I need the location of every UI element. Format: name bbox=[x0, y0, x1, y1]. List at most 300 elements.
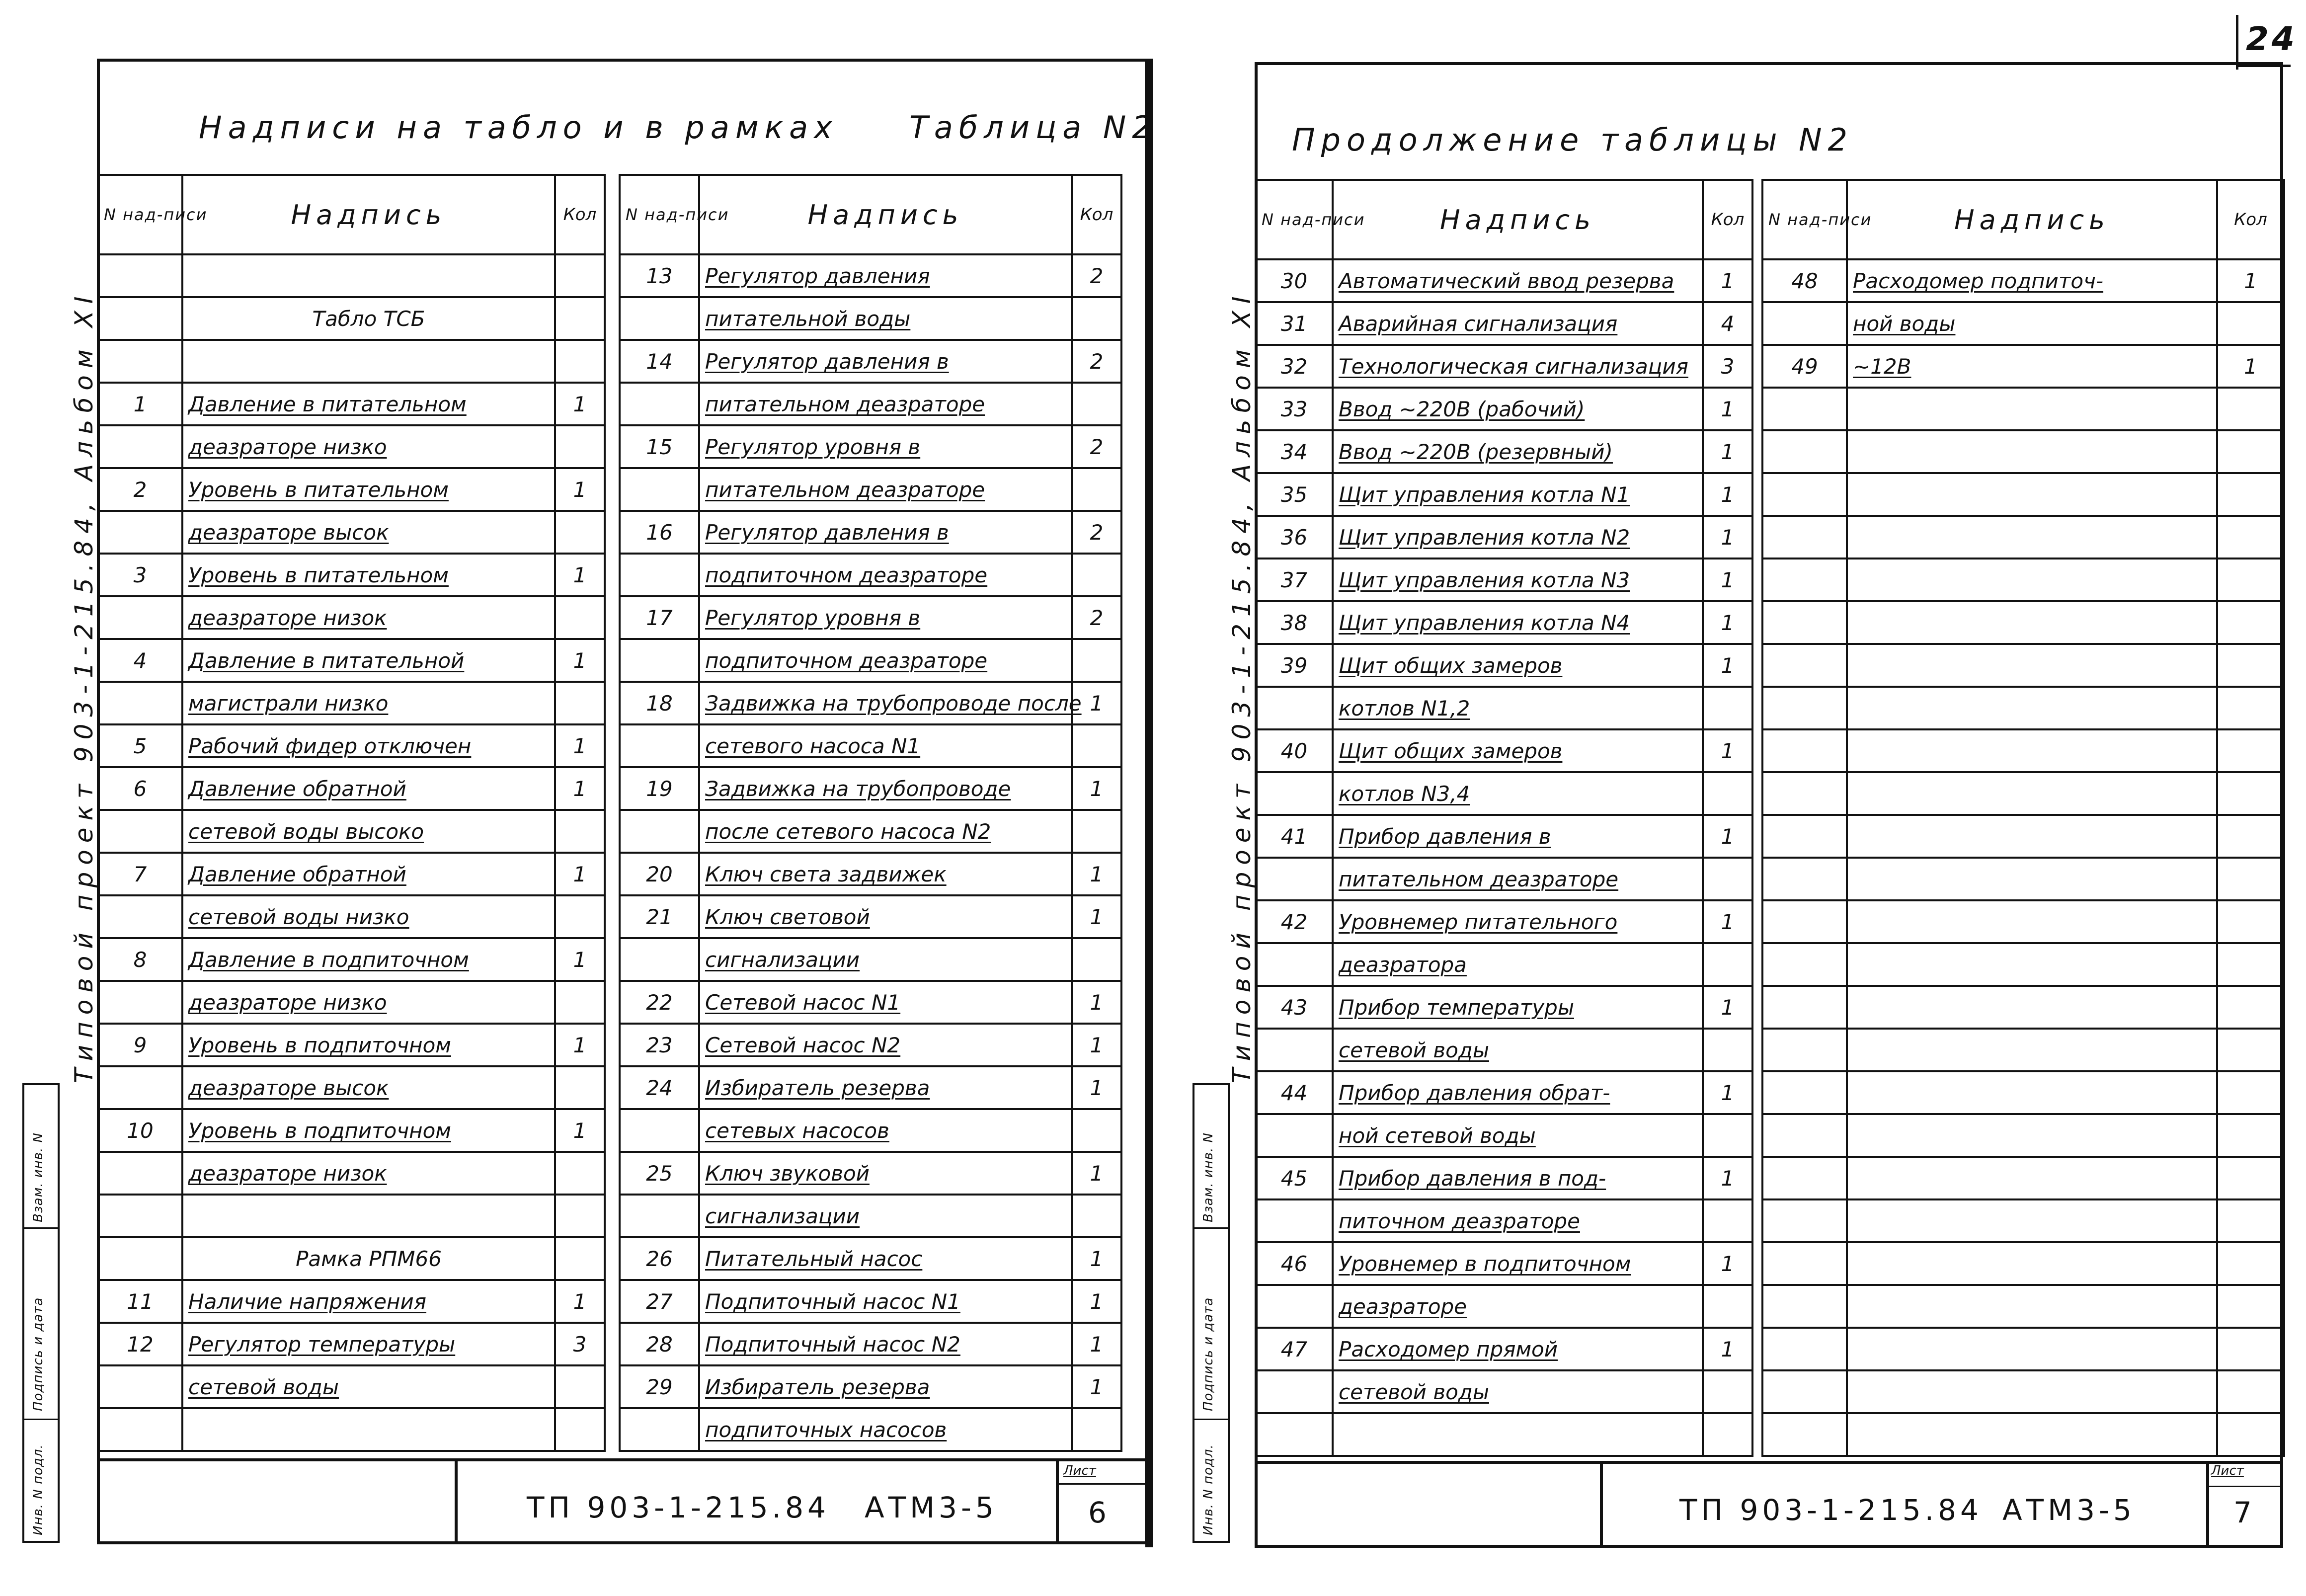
row-text-value: Избиратель резерва bbox=[705, 1075, 930, 1100]
row-text-value: Ввод ~220В (резервный) bbox=[1339, 439, 1613, 464]
row-text bbox=[1847, 1157, 2217, 1199]
row-text-value: Уровень в подпиточном bbox=[188, 1033, 451, 1057]
table-row bbox=[620, 1323, 1121, 1365]
row-qty bbox=[555, 596, 605, 639]
row-text bbox=[1333, 1157, 1703, 1199]
row-text bbox=[699, 1323, 1072, 1365]
row-text-value: Рабочий фидер отключен bbox=[188, 733, 472, 758]
row-text bbox=[1333, 1285, 1703, 1328]
table-row bbox=[1256, 302, 1752, 345]
row-text-value: Расходомер подпиточ- bbox=[1853, 268, 2104, 293]
left-sheet-title: Надписи на табло и в рамках bbox=[199, 109, 838, 146]
row-text bbox=[1333, 1071, 1703, 1114]
row-text-value: ~12В bbox=[1853, 354, 1911, 379]
table-row bbox=[620, 1365, 1121, 1408]
header-num: N над-писи bbox=[1256, 180, 1333, 259]
row-qty: 1 bbox=[555, 468, 605, 511]
left-sidebar-text: Типовой проект 903-1-215.84, Альбом XI bbox=[70, 289, 98, 1083]
row-number: 21 bbox=[620, 895, 699, 938]
table-row bbox=[98, 1280, 605, 1323]
row-text bbox=[182, 981, 555, 1024]
table-row bbox=[1256, 644, 1752, 687]
row-text bbox=[182, 1323, 555, 1365]
table-row bbox=[1256, 1242, 1752, 1285]
row-text-value: подпиточном деазраторе bbox=[705, 562, 988, 587]
row-text bbox=[1847, 388, 2217, 430]
header-qty: Кол bbox=[2217, 180, 2284, 259]
table-row bbox=[1256, 259, 1752, 302]
table-row bbox=[1762, 644, 2284, 687]
table-row bbox=[98, 981, 605, 1024]
table-row bbox=[1256, 943, 1752, 986]
row-text-value: Регулятор давления в bbox=[705, 520, 949, 545]
row-qty: 1 bbox=[555, 938, 605, 981]
row-text-value: Ключ звуковой bbox=[705, 1161, 870, 1186]
table-row bbox=[620, 468, 1121, 511]
row-text bbox=[1847, 1071, 2217, 1114]
row-text bbox=[699, 554, 1072, 596]
row-number bbox=[98, 596, 182, 639]
table-row bbox=[98, 1024, 605, 1066]
table-row bbox=[1762, 1114, 2284, 1157]
table-row bbox=[98, 810, 605, 853]
row-text bbox=[1847, 687, 2217, 729]
table-row bbox=[1256, 1285, 1752, 1328]
row-qty: 2 bbox=[1072, 425, 1121, 468]
row-qty: 1 bbox=[1703, 1071, 1752, 1114]
row-text bbox=[699, 981, 1072, 1024]
row-text-value: Аварийная сигнализация bbox=[1339, 311, 1618, 336]
row-qty: 1 bbox=[1072, 981, 1121, 1024]
right-side-box-label-2: Подпись и дата bbox=[1201, 1297, 1216, 1411]
page-corner-number: 24 bbox=[2246, 20, 2298, 58]
row-text bbox=[1847, 943, 2217, 986]
row-number bbox=[98, 1195, 182, 1237]
row-text bbox=[1333, 1029, 1703, 1071]
table-row bbox=[620, 1152, 1121, 1195]
row-number: 17 bbox=[620, 596, 699, 639]
table-row bbox=[620, 1066, 1121, 1109]
row-text-value: магистрали низко bbox=[188, 691, 389, 716]
left-stamp-sheet-line bbox=[1056, 1483, 1145, 1485]
row-text bbox=[699, 468, 1072, 511]
row-text-value: Щит управления котла N3 bbox=[1339, 567, 1630, 592]
row-qty bbox=[1072, 1109, 1121, 1152]
table-row bbox=[620, 767, 1121, 810]
table-row bbox=[1762, 1328, 2284, 1370]
row-qty bbox=[2217, 772, 2284, 815]
row-text bbox=[182, 1237, 555, 1280]
row-number: 28 bbox=[620, 1323, 699, 1365]
row-qty bbox=[2217, 943, 2284, 986]
row-text-value: питательном деазраторе bbox=[705, 477, 985, 502]
row-qty bbox=[2217, 1285, 2284, 1328]
header-num: N над-писи bbox=[98, 175, 182, 254]
table-row bbox=[1256, 559, 1752, 601]
header-num: N над-писи bbox=[1762, 180, 1847, 259]
row-qty: 1 bbox=[1703, 1157, 1752, 1199]
row-text-value: Регулятор температуры bbox=[188, 1332, 456, 1357]
row-qty: 1 bbox=[555, 554, 605, 596]
row-text bbox=[1847, 772, 2217, 815]
row-text bbox=[182, 1365, 555, 1408]
row-number bbox=[1762, 601, 1847, 644]
row-number bbox=[98, 340, 182, 383]
row-qty bbox=[2217, 1029, 2284, 1071]
table-row bbox=[620, 425, 1121, 468]
row-text-value: сигнализации bbox=[705, 1203, 860, 1228]
row-qty bbox=[1072, 297, 1121, 340]
row-text-value: Задвижка на трубопроводе после bbox=[705, 691, 1082, 716]
row-qty: 1 bbox=[555, 853, 605, 895]
row-text bbox=[1333, 943, 1703, 986]
row-text bbox=[1847, 1114, 2217, 1157]
row-qty: 1 bbox=[1072, 767, 1121, 810]
row-text-value: Ввод ~220В (рабочий) bbox=[1339, 397, 1585, 421]
row-text bbox=[182, 425, 555, 468]
row-text bbox=[1333, 986, 1703, 1029]
row-number bbox=[1256, 1114, 1333, 1157]
row-text bbox=[182, 1280, 555, 1323]
table-row bbox=[1762, 473, 2284, 516]
row-number bbox=[1762, 1199, 1847, 1242]
table-row bbox=[98, 596, 605, 639]
row-qty: 1 bbox=[1703, 473, 1752, 516]
row-number: 22 bbox=[620, 981, 699, 1024]
row-text bbox=[1847, 559, 2217, 601]
row-text bbox=[1847, 1029, 2217, 1071]
row-number: 29 bbox=[620, 1365, 699, 1408]
row-number bbox=[620, 938, 699, 981]
row-number bbox=[1762, 1370, 1847, 1413]
table-row bbox=[1256, 1328, 1752, 1370]
row-text-value: Уровнемер питательного bbox=[1339, 909, 1618, 934]
table-row bbox=[1256, 986, 1752, 1029]
table-row bbox=[1762, 772, 2284, 815]
table-row bbox=[1762, 1199, 2284, 1242]
row-qty bbox=[2217, 1199, 2284, 1242]
table-row bbox=[1762, 1285, 2284, 1328]
row-number bbox=[620, 724, 699, 767]
table-row bbox=[1762, 729, 2284, 772]
row-text-value: Щит управления котла N2 bbox=[1339, 525, 1630, 550]
row-number bbox=[1256, 1029, 1333, 1071]
row-text-value: Прибор давления в под- bbox=[1339, 1166, 1606, 1191]
row-text bbox=[699, 511, 1072, 554]
header-text: Надпись bbox=[699, 175, 1072, 254]
row-text bbox=[1847, 516, 2217, 559]
row-qty: 1 bbox=[1703, 1328, 1752, 1370]
row-number: 14 bbox=[620, 340, 699, 383]
row-qty bbox=[1703, 1029, 1752, 1071]
table-row bbox=[98, 767, 605, 810]
table-row bbox=[98, 1323, 605, 1365]
table-row bbox=[620, 383, 1121, 425]
row-qty bbox=[2217, 1157, 2284, 1199]
row-qty: 1 bbox=[1072, 1365, 1121, 1408]
row-qty: 1 bbox=[1703, 601, 1752, 644]
row-number: 34 bbox=[1256, 430, 1333, 473]
row-number bbox=[98, 981, 182, 1024]
row-number bbox=[98, 682, 182, 724]
row-qty bbox=[1072, 810, 1121, 853]
row-qty bbox=[555, 340, 605, 383]
row-qty: 1 bbox=[2217, 259, 2284, 302]
row-number: 13 bbox=[620, 254, 699, 297]
row-text bbox=[182, 554, 555, 596]
row-text-value: Давление обратной bbox=[188, 776, 406, 801]
row-text bbox=[1333, 473, 1703, 516]
row-qty: 1 bbox=[1072, 1280, 1121, 1323]
row-qty bbox=[555, 511, 605, 554]
row-number: 33 bbox=[1256, 388, 1333, 430]
row-text bbox=[699, 1109, 1072, 1152]
left-sheet-edge bbox=[1145, 59, 1153, 1547]
table-row bbox=[1762, 1071, 2284, 1114]
row-text-value: деазраторе высок bbox=[188, 1075, 389, 1100]
right-stamp-top-line bbox=[1255, 1461, 2283, 1464]
row-number bbox=[1762, 430, 1847, 473]
left-side-box-divider-2 bbox=[22, 1419, 60, 1420]
table-row bbox=[1762, 302, 2284, 345]
row-text-value: Прибор давления обрат- bbox=[1339, 1080, 1610, 1105]
row-text-value: Ключ световой bbox=[705, 904, 870, 929]
table-row bbox=[620, 340, 1121, 383]
row-text bbox=[1333, 1328, 1703, 1370]
header-qty: Кол bbox=[1072, 175, 1121, 254]
row-qty bbox=[1703, 943, 1752, 986]
row-qty bbox=[555, 981, 605, 1024]
table-row bbox=[1762, 858, 2284, 900]
left-stamp-sheet-divider bbox=[1056, 1458, 1059, 1543]
table-row bbox=[98, 1195, 605, 1237]
row-number bbox=[98, 425, 182, 468]
row-text bbox=[182, 682, 555, 724]
table-row bbox=[1762, 516, 2284, 559]
table-row bbox=[98, 1365, 605, 1408]
row-text-value: котлов N3,4 bbox=[1339, 781, 1470, 806]
right-stamp-code: ТП 903-1-215.84 bbox=[1679, 1493, 1983, 1527]
row-text bbox=[182, 853, 555, 895]
row-text bbox=[1333, 1242, 1703, 1285]
row-text bbox=[699, 895, 1072, 938]
table-row bbox=[1256, 473, 1752, 516]
row-text bbox=[1333, 1114, 1703, 1157]
row-qty bbox=[555, 1408, 605, 1451]
row-number: 25 bbox=[620, 1152, 699, 1195]
row-text-value: Уровень в питательном bbox=[188, 477, 449, 502]
row-number: 19 bbox=[620, 767, 699, 810]
row-qty bbox=[555, 810, 605, 853]
table-row bbox=[620, 682, 1121, 724]
table-row bbox=[620, 938, 1121, 981]
row-text-value: Давление в питательном bbox=[188, 392, 467, 416]
table-row bbox=[98, 511, 605, 554]
row-text bbox=[1333, 687, 1703, 729]
left-table-column-1 bbox=[97, 174, 606, 1452]
row-qty bbox=[2217, 516, 2284, 559]
row-qty: 1 bbox=[1072, 1066, 1121, 1109]
row-text-value: подпиточном деазраторе bbox=[705, 648, 988, 673]
row-qty: 2 bbox=[1072, 340, 1121, 383]
row-qty bbox=[1072, 938, 1121, 981]
row-number: 12 bbox=[98, 1323, 182, 1365]
row-number bbox=[1762, 644, 1847, 687]
table-row bbox=[620, 297, 1121, 340]
row-number: 20 bbox=[620, 853, 699, 895]
row-qty: 1 bbox=[1703, 1242, 1752, 1285]
table-row bbox=[1256, 1199, 1752, 1242]
row-text bbox=[182, 767, 555, 810]
row-number: 39 bbox=[1256, 644, 1333, 687]
row-number bbox=[1762, 1413, 1847, 1456]
row-text bbox=[699, 1195, 1072, 1237]
row-text bbox=[1333, 1413, 1703, 1456]
row-text bbox=[182, 938, 555, 981]
row-qty bbox=[2217, 986, 2284, 1029]
row-text bbox=[699, 682, 1082, 724]
table-row bbox=[620, 1024, 1121, 1066]
table-row bbox=[620, 596, 1121, 639]
table-row bbox=[98, 639, 605, 682]
row-qty: 1 bbox=[1703, 986, 1752, 1029]
row-text bbox=[182, 1024, 555, 1066]
row-text bbox=[699, 383, 1072, 425]
right-stamp-sheet-number: 7 bbox=[2233, 1496, 2256, 1529]
row-qty: 1 bbox=[555, 724, 605, 767]
right-side-box-label-3: Инв. N подл. bbox=[1201, 1444, 1216, 1535]
table-row bbox=[98, 1152, 605, 1195]
table-row bbox=[98, 468, 605, 511]
row-text-value: деазраторе низко bbox=[188, 434, 387, 459]
row-qty: 1 bbox=[1703, 729, 1752, 772]
table-row bbox=[98, 1237, 605, 1280]
row-qty: 1 bbox=[1072, 1024, 1121, 1066]
row-number: 6 bbox=[98, 767, 182, 810]
table-row bbox=[1256, 729, 1752, 772]
row-text-value: Уровнемер в подпиточном bbox=[1339, 1251, 1631, 1276]
row-number bbox=[1762, 943, 1847, 986]
row-number bbox=[1762, 900, 1847, 943]
row-text bbox=[699, 297, 1072, 340]
row-text-value: питательном деазраторе bbox=[705, 392, 985, 416]
row-number bbox=[98, 297, 182, 340]
row-qty: 1 bbox=[1072, 1323, 1121, 1365]
row-text-value: Ключ света задвижек bbox=[705, 862, 947, 886]
table-row bbox=[620, 1195, 1121, 1237]
row-number: 30 bbox=[1256, 259, 1333, 302]
table-row bbox=[1762, 559, 2284, 601]
row-number bbox=[98, 511, 182, 554]
row-number bbox=[1762, 729, 1847, 772]
row-text-value: Щит общих замеров bbox=[1339, 653, 1563, 678]
row-qty bbox=[1703, 1114, 1752, 1157]
row-qty bbox=[1072, 1408, 1121, 1451]
table-row bbox=[98, 682, 605, 724]
left-stamp-code: ТП 903-1-215.84 bbox=[527, 1491, 830, 1524]
row-number: 48 bbox=[1762, 259, 1847, 302]
row-text bbox=[1333, 601, 1703, 644]
row-qty bbox=[555, 895, 605, 938]
row-qty bbox=[1072, 1195, 1121, 1237]
row-qty: 1 bbox=[1703, 430, 1752, 473]
left-side-box-divider-1 bbox=[22, 1227, 60, 1229]
row-text bbox=[1847, 815, 2217, 858]
table-row bbox=[620, 639, 1121, 682]
section-title: Табло ТСБ bbox=[312, 306, 425, 331]
row-qty: 1 bbox=[555, 383, 605, 425]
row-text-value: сетевой воды низко bbox=[188, 904, 409, 929]
row-qty: 1 bbox=[2217, 345, 2284, 388]
row-number bbox=[620, 1109, 699, 1152]
table-row bbox=[98, 938, 605, 981]
row-text bbox=[1847, 1199, 2217, 1242]
row-qty bbox=[1072, 554, 1121, 596]
table-row bbox=[98, 554, 605, 596]
row-number bbox=[1762, 1114, 1847, 1157]
right-sheet-title: Продолжение таблицы N2 bbox=[1292, 122, 1853, 158]
row-text-value: ной сетевой воды bbox=[1339, 1123, 1536, 1148]
row-number: 1 bbox=[98, 383, 182, 425]
row-text bbox=[1333, 516, 1703, 559]
row-number bbox=[1762, 1285, 1847, 1328]
row-number bbox=[1762, 772, 1847, 815]
row-text-value: деазраторе низко bbox=[188, 990, 387, 1015]
row-qty: 1 bbox=[555, 1024, 605, 1066]
table-row bbox=[98, 895, 605, 938]
row-text-value: сетевой воды bbox=[1339, 1037, 1489, 1062]
row-text-value: сетевой воды bbox=[1339, 1379, 1489, 1404]
row-text bbox=[1333, 559, 1703, 601]
row-number: 5 bbox=[98, 724, 182, 767]
row-text bbox=[1333, 345, 1703, 388]
row-number: 18 bbox=[620, 682, 699, 724]
row-number: 32 bbox=[1256, 345, 1333, 388]
row-qty: 1 bbox=[1703, 516, 1752, 559]
table-row bbox=[1762, 900, 2284, 943]
row-text-value: Подпиточный насос N2 bbox=[705, 1332, 960, 1357]
row-text-value: Регулятор давления в bbox=[705, 349, 949, 374]
row-text bbox=[1847, 986, 2217, 1029]
table-row bbox=[1762, 1370, 2284, 1413]
row-text bbox=[1847, 644, 2217, 687]
row-text-value: Подпиточный насос N1 bbox=[705, 1289, 960, 1314]
table-row bbox=[1762, 687, 2284, 729]
row-number: 4 bbox=[98, 639, 182, 682]
row-number: 7 bbox=[98, 853, 182, 895]
row-text bbox=[182, 1408, 555, 1451]
row-number bbox=[1762, 687, 1847, 729]
row-number: 11 bbox=[98, 1280, 182, 1323]
row-qty bbox=[1072, 639, 1121, 682]
right-side-box-divider-1 bbox=[1193, 1227, 1230, 1229]
row-number bbox=[1762, 1157, 1847, 1199]
row-qty bbox=[2217, 1242, 2284, 1285]
row-text bbox=[182, 810, 555, 853]
row-text bbox=[1333, 302, 1703, 345]
row-text bbox=[1333, 1199, 1703, 1242]
row-number bbox=[1256, 858, 1333, 900]
row-qty bbox=[555, 1152, 605, 1195]
row-qty bbox=[2217, 388, 2284, 430]
table-row bbox=[1256, 516, 1752, 559]
table-row bbox=[1256, 900, 1752, 943]
header-text: Надпись bbox=[182, 175, 555, 254]
row-number bbox=[1762, 1071, 1847, 1114]
row-number bbox=[1762, 559, 1847, 601]
row-text bbox=[699, 1237, 1072, 1280]
row-number bbox=[1256, 943, 1333, 986]
